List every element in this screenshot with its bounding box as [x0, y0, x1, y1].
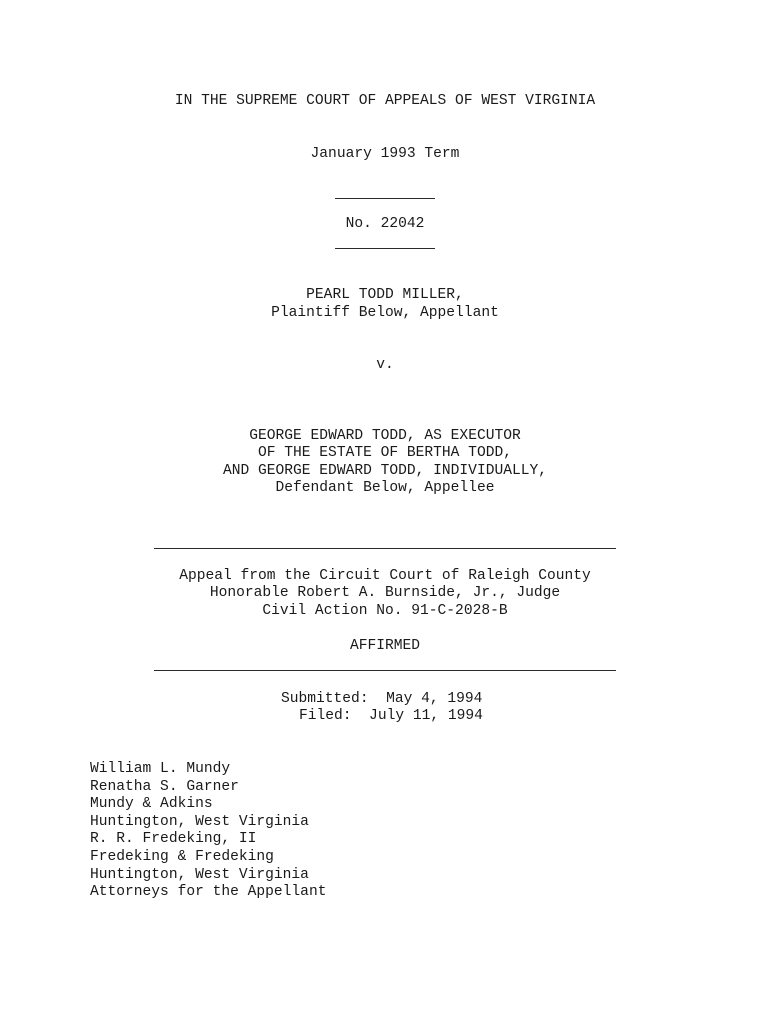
appeal-judge: Honorable Robert A. Burnside, Jr., Judge — [209, 585, 561, 601]
plaintiff-name: PEARL TODD MILLER, — [306, 287, 464, 303]
defendant-line: OF THE ESTATE OF BERTHA TODD, — [258, 445, 512, 461]
section-rule-top — [154, 548, 616, 549]
attorney-role: Attorneys for the Appellant — [90, 884, 327, 901]
section-rule-bottom — [154, 670, 616, 671]
submitted-date: Submitted: May 4, 1994 — [281, 691, 483, 707]
civil-action-number: Civil Action No. 91-C-2028-B — [262, 603, 508, 619]
versus: v. — [376, 357, 394, 373]
attorney-line: Mundy & Adkins — [90, 796, 213, 813]
attorney-line: Huntington, West Virginia — [90, 866, 309, 883]
filed-date: Filed: July 11, 1994 — [299, 708, 483, 724]
attorney-line: R. R. Fredeking, II — [90, 831, 257, 848]
defendant-line: AND GEORGE EDWARD TODD, INDIVIDUALLY, — [222, 463, 548, 479]
appeal-line: Appeal from the Circuit Court of Raleigh County — [179, 568, 591, 584]
attorney-line: Fredeking & Fredeking — [90, 848, 274, 865]
plaintiff-role: Plaintiff Below, Appellant — [271, 305, 499, 321]
defendant-role: Defendant Below, Appellee — [275, 480, 495, 496]
attorney-line: William L. Mundy — [90, 761, 231, 777]
court-title: IN THE SUPREME COURT OF APPEALS OF WEST VIRGINIA — [174, 93, 596, 109]
attorney-line: Huntington, West Virginia — [90, 813, 309, 830]
attorneys-block — [90, 761, 326, 902]
docket-number: No. 22042 — [345, 216, 425, 232]
attorney-line: Renatha S. Garner — [90, 778, 239, 795]
defendant-line: GEORGE EDWARD TODD, AS EXECUTOR — [249, 428, 521, 444]
docket-top-rule — [335, 198, 435, 199]
term: January 1993 Term — [310, 146, 460, 162]
disposition: AFFIRMED — [349, 638, 421, 654]
docket-bottom-rule — [335, 248, 435, 249]
